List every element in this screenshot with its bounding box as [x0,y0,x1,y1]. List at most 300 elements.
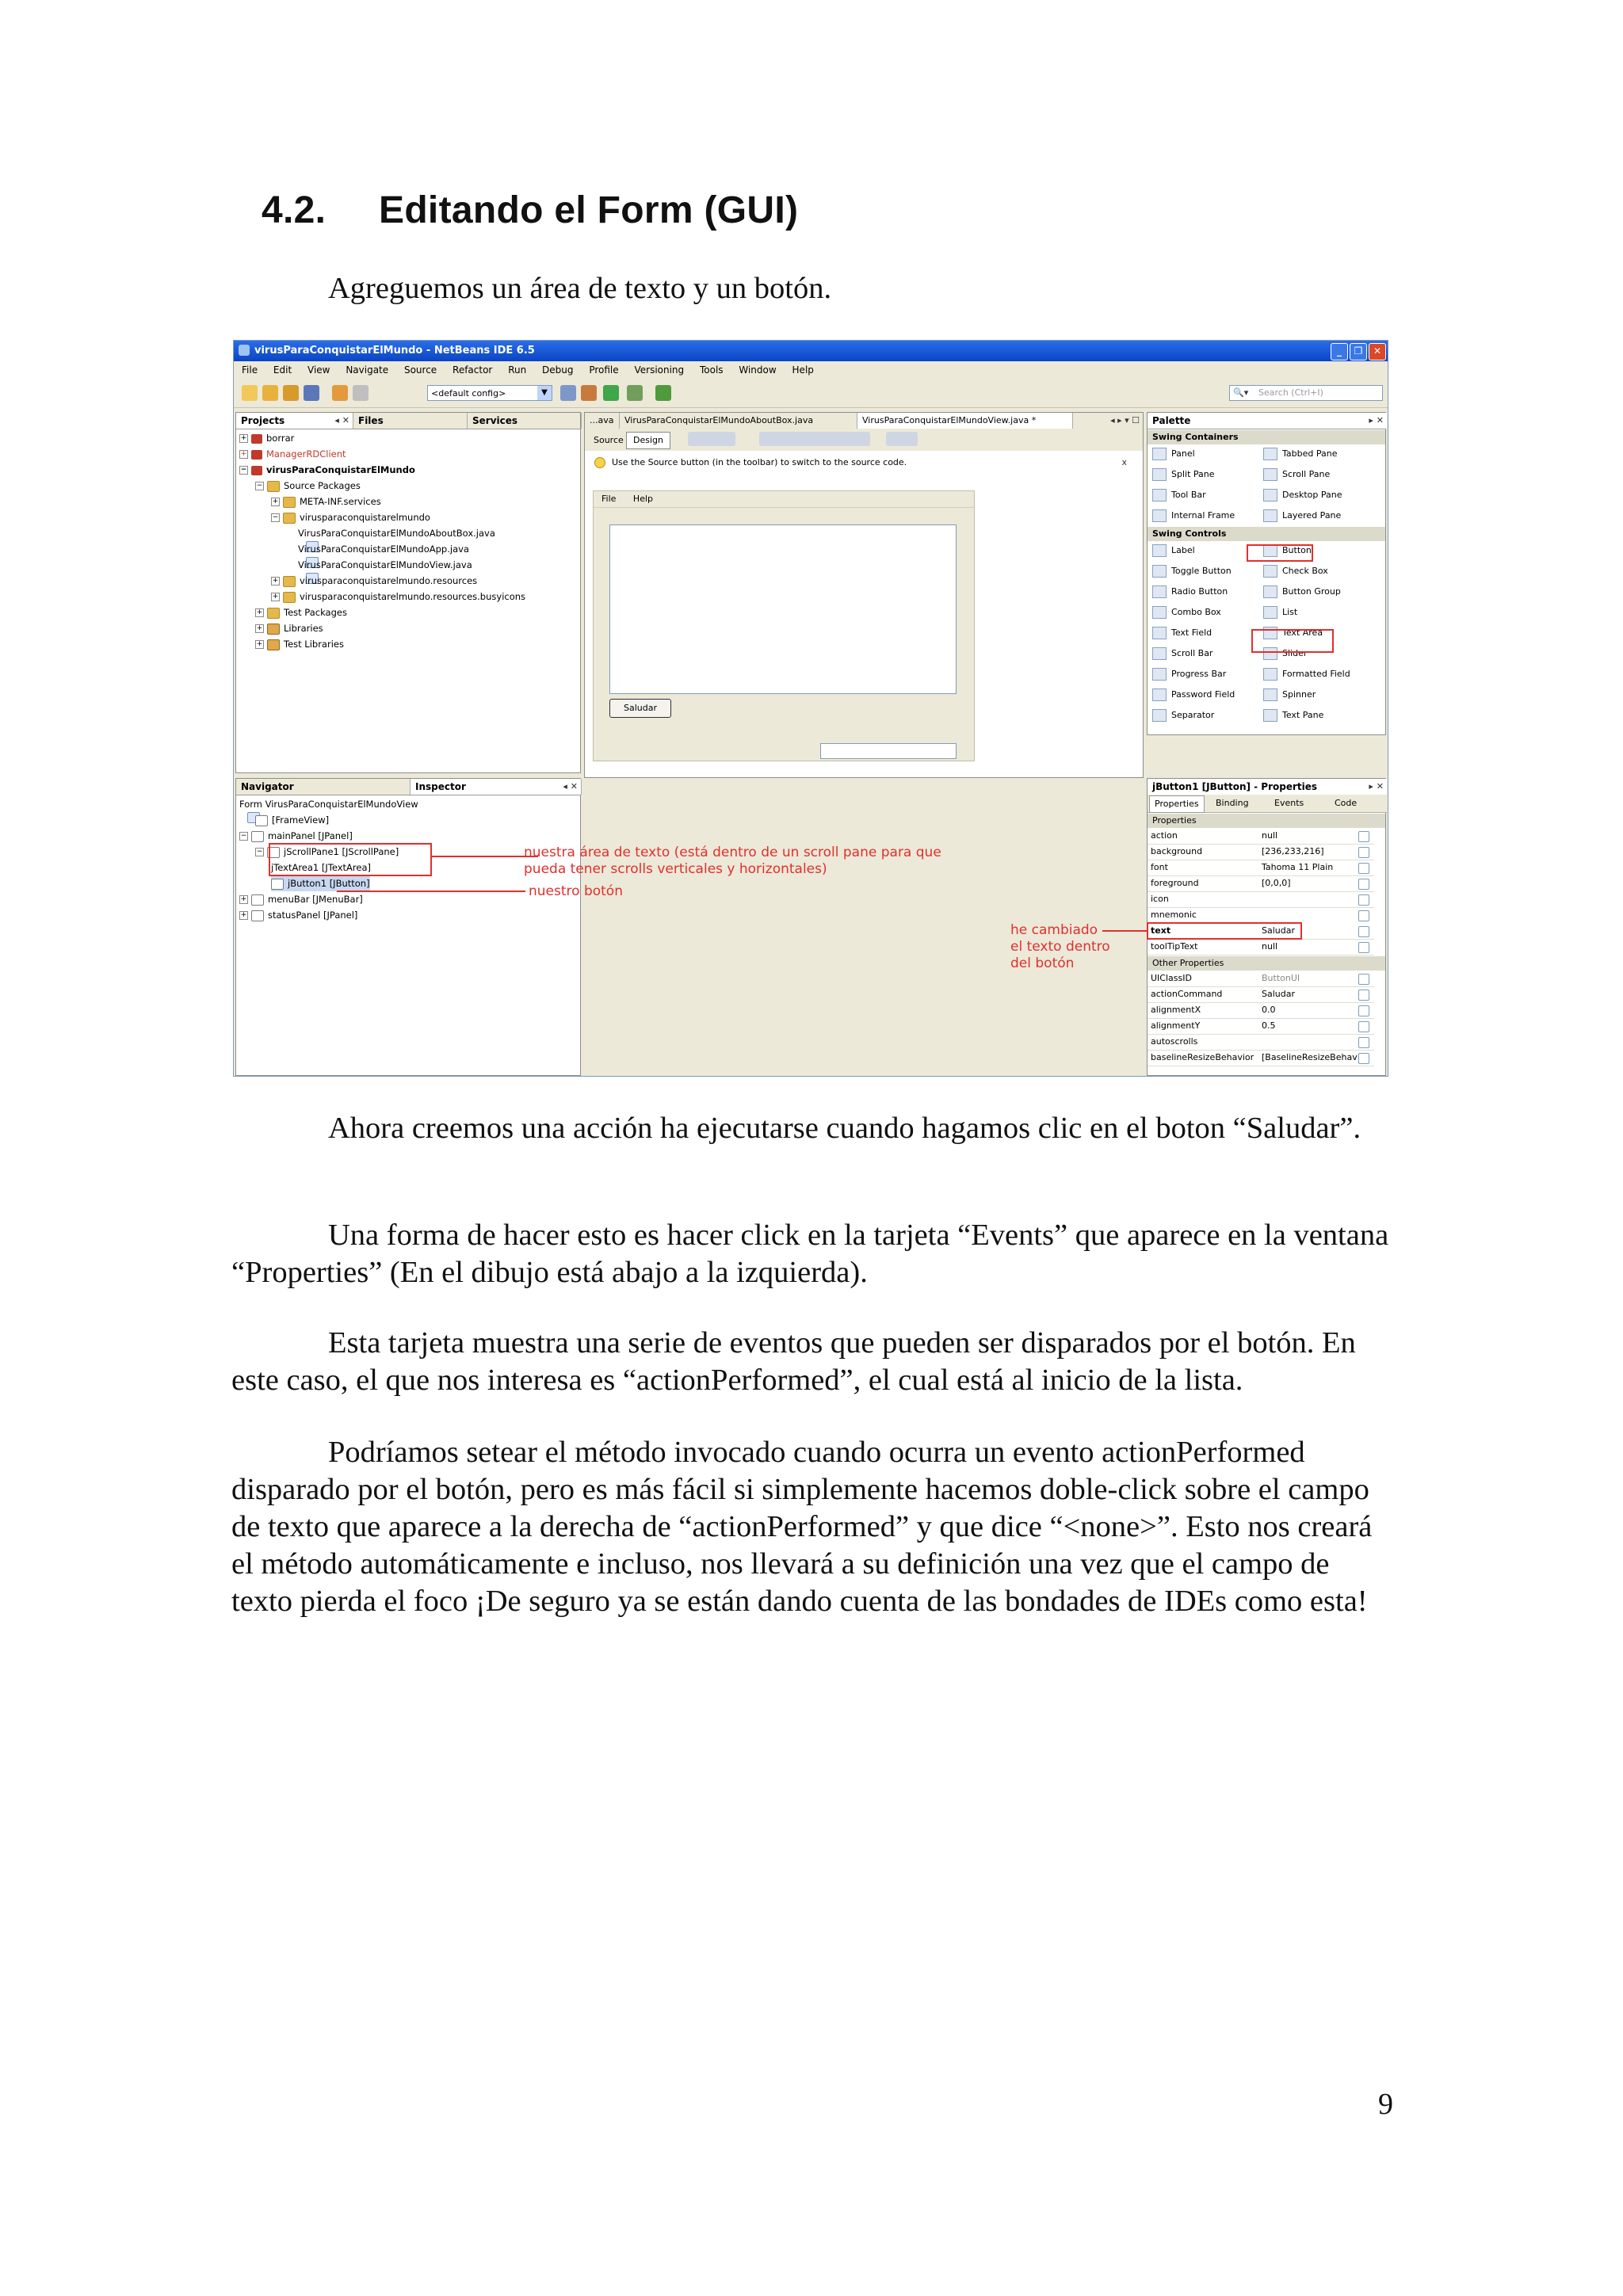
palette-item-tool-bar[interactable] [1152,486,1206,505]
config-select[interactable] [427,385,552,401]
tree-item-managerrdclient[interactable] [239,446,346,462]
ellipsis-icon[interactable] [1358,1053,1369,1064]
redo-icon[interactable] [353,385,369,401]
separator-icon [1152,709,1167,722]
layered-pane-icon [1263,509,1277,522]
minimize-icon[interactable]: _ [1331,343,1348,360]
expand-icon[interactable]: + [256,640,263,648]
project-icon [251,434,262,444]
tree-item-meta-inf[interactable] [271,494,381,509]
combo-box-icon [1152,606,1167,619]
tree-item-aboutbox[interactable] [298,525,495,541]
item-label: Layered Pane [1282,510,1342,521]
tree-item-busyicons[interactable] [271,589,525,605]
selection-mode-icon[interactable] [688,432,735,446]
ellipsis-icon[interactable] [1358,942,1369,953]
tree-item-libraries[interactable] [255,620,323,636]
item-label: Button Group [1282,586,1341,597]
palette-header [1148,413,1385,429]
tree-item-test-libraries[interactable] [255,636,344,652]
section-heading [262,189,798,232]
prop-name: actionCommand [1151,989,1223,999]
build-icon[interactable] [560,385,576,401]
tree-item-label: Test Packages [284,607,347,618]
ellipsis-icon[interactable] [1358,910,1369,921]
prop-value[interactable]: null [1262,830,1278,841]
chevron-down-icon[interactable]: ▼ [537,386,552,400]
item-label: Button [1282,545,1312,555]
inspector-panel [235,778,581,1076]
menu-source[interactable]: Source [403,364,437,376]
palette-item-button-group[interactable] [1263,582,1341,601]
collapse-icon[interactable]: − [272,513,279,521]
editor-panel [584,412,1144,778]
button-icon [271,879,284,890]
package-icon [283,592,296,603]
maximize-icon[interactable]: ❐ [1350,343,1367,360]
clean-build-icon[interactable] [581,385,597,401]
prop-row-mnemonic[interactable] [1148,907,1374,924]
inspector-mainpanel[interactable] [239,828,353,844]
menu-tools[interactable]: Tools [699,364,724,376]
navigator-tabs [236,779,580,795]
prop-row-autoscrolls[interactable] [1148,1034,1374,1051]
projects-panel [235,412,581,773]
prop-row-actioncommand[interactable] [1148,986,1374,1003]
section-label: Other Properties [1152,958,1224,968]
tab-navigator-label: Navigator [241,781,294,792]
palette-item-panel[interactable] [1152,444,1195,463]
prop-value[interactable]: 0.5 [1262,1020,1276,1031]
lightbulb-icon [594,457,605,468]
palette-item-spinner[interactable] [1263,685,1316,704]
ellipsis-icon[interactable] [1358,926,1369,937]
palette-item-progress-bar[interactable] [1152,665,1226,684]
text-pane-icon [1263,709,1277,722]
annotation-textarea-2: pueda tener scrolls verticales y horizontales) [524,861,827,877]
saludar-button[interactable]: Saludar [609,699,671,718]
panel-icon [251,910,264,921]
prop-value[interactable]: 0.0 [1262,1005,1276,1015]
package-icon [283,513,296,524]
section-label: Swing Containers [1152,432,1239,442]
paragraph-1 [231,1110,1396,1147]
annotation-button: nuestro botón [529,883,623,899]
text-field-icon [1152,627,1167,639]
prop-name: toolTipText [1151,941,1198,952]
item-label: List [1282,607,1298,617]
tree-item-label: Libraries [284,623,323,634]
tab-editor-prev[interactable] [585,413,620,429]
status-progress-bar [820,743,957,759]
palette-item-radio-button[interactable] [1152,582,1228,601]
menu-versioning[interactable]: Versioning [634,364,685,376]
tab-inspector[interactable] [411,779,582,795]
tab-inspector-label: Inspector [415,781,466,792]
design-toolbar [585,429,1143,452]
ellipsis-icon[interactable] [1358,1037,1369,1048]
resize-icons[interactable] [886,432,918,446]
window-title: virusParaConquistarElMundo - NetBeans IDE 6.5 [254,345,535,357]
window-titlebar [234,341,1388,361]
tree-item-label: mainPanel [JPanel] [268,830,353,841]
desktop-pane-icon [1263,489,1277,502]
tree-item-label: Source Packages [284,480,361,491]
palette-item-tabbed-pane[interactable] [1263,444,1337,463]
tab-view[interactable] [857,413,1073,429]
menu-help[interactable]: Help [792,364,814,376]
expand-icon[interactable]: + [240,895,247,903]
item-label: Split Pane [1171,469,1215,479]
tab-palette[interactable] [1148,413,1387,429]
item-label: Scroll Bar [1171,648,1213,658]
tab-projects-label: Projects [241,415,285,426]
prop-row-tooltiptext[interactable] [1148,939,1374,955]
ellipsis-icon[interactable] [1358,879,1369,890]
collapse-icon[interactable]: − [256,848,263,856]
menu-profile[interactable]: Profile [589,364,619,376]
expand-icon[interactable]: + [240,450,247,458]
expand-icon[interactable]: + [240,911,247,919]
prop-value[interactable]: [0,0,0] [1262,878,1291,888]
tree-item-source-packages[interactable] [255,478,361,494]
tool-bar-icon [1152,489,1167,502]
radio-button-icon [1152,585,1167,598]
scroll-pane-icon [1263,468,1277,481]
tab-label: VirusParaConquistarElMundoView.java * [862,415,1037,425]
ellipsis-icon[interactable] [1358,1005,1369,1016]
save-all-icon[interactable] [304,385,319,401]
password-field-icon [1152,688,1167,701]
ellipsis-icon[interactable] [1358,990,1369,1001]
package-icon [283,576,296,587]
tree-item-label: virusParaConquistarElMundo [266,464,415,475]
tree-item-label: VirusParaConquistarElMundoAboutBox.java [298,528,495,539]
tab-label: ...ava [590,415,614,425]
palette-section-controls[interactable] [1148,527,1385,541]
ellipsis-icon[interactable] [1358,831,1369,842]
item-label: Label [1171,545,1195,555]
other-properties-section[interactable] [1148,956,1385,971]
project-icon [251,466,262,475]
item-label: Formatted Field [1282,669,1350,679]
prop-name: icon [1151,894,1169,904]
annotation-text-3: del botón [1010,955,1075,971]
ellipsis-icon[interactable] [1358,863,1369,874]
palette-textarea-highlight [1251,629,1334,653]
tab-aboutbox[interactable] [620,413,857,429]
item-label: Scroll Pane [1282,469,1331,479]
tree-item-label: VirusParaConquistarElMundoApp.java [298,543,469,555]
design-button[interactable]: Design [626,432,670,449]
ellipsis-icon[interactable] [1358,1021,1369,1032]
item-label: Desktop Pane [1282,490,1342,500]
palette-item-scroll-pane[interactable] [1263,465,1330,484]
tab-navigator[interactable] [236,779,411,795]
tree-item-label: Form VirusParaConquistarElMundoView [239,799,418,810]
palette-item-text-pane[interactable] [1263,706,1323,725]
menu-run[interactable]: Run [508,364,527,376]
menubar-icon [251,894,264,906]
prop-name: alignmentX [1151,1005,1201,1015]
tab-projects[interactable] [236,413,353,429]
scrollpane-highlight [269,843,432,876]
tree-item-label: virusparaconquistarelmundo.resources.busyicons [300,591,526,602]
inspector-button[interactable] [271,875,370,891]
properties-section[interactable] [1148,814,1385,828]
palette-item-internal-frame[interactable] [1152,506,1235,525]
ellipsis-icon[interactable] [1358,894,1369,906]
paragraph-4 [231,1434,1396,1620]
library-icon [267,639,280,650]
expand-icon[interactable]: + [256,608,263,616]
section-label: Properties [1152,815,1197,826]
tab-navigation-icon[interactable]: ◂ ▸ ▾ ☐ [1110,415,1140,425]
tree-item-label: Test Libraries [284,639,344,650]
item-label: Radio Button [1171,586,1228,597]
tree-item-project[interactable] [239,462,415,478]
inspector-frameview[interactable] [255,812,329,828]
collapse-icon[interactable]: − [240,466,247,474]
menu-debug[interactable]: Debug [542,364,574,376]
prop-name: font [1151,862,1168,872]
tree-item-label: [FrameView] [272,814,330,826]
tree-item-label: jScrollPane1 [JScrollPane] [284,846,399,857]
new-project-icon[interactable] [262,385,278,401]
inspector-menubar[interactable] [239,891,363,907]
annotation-text-2: el texto dentro [1010,939,1110,955]
menu-edit[interactable]: Edit [273,364,292,376]
prop-row-background[interactable] [1148,844,1374,860]
tree-item-resources[interactable] [271,573,477,589]
menu-file[interactable]: File [242,364,258,376]
tab-label: VirusParaConquistarElMundoAboutBox.java [624,415,814,425]
prop-name: action [1151,830,1178,841]
hint-close-icon[interactable]: x [1121,457,1127,467]
spinner-icon [1263,688,1277,701]
collapse-icon[interactable]: − [240,832,247,840]
palette-item-scroll-bar[interactable] [1152,644,1212,663]
netbeans-screenshot [233,340,1388,1077]
tree-item-test-packages[interactable] [255,605,347,620]
netbeans-app-icon [239,345,250,356]
palette-item-combo-box[interactable] [1152,603,1221,622]
tree-item-label: menuBar [JMenuBar] [268,894,363,905]
prop-value[interactable]: [BaselineResizeBehav [1262,1052,1358,1062]
close-icon[interactable]: ▸ ✕ [1369,781,1384,791]
label-icon [1152,544,1167,557]
palette-item-formatted-field[interactable] [1263,665,1350,684]
config-value: <default config> [431,388,506,399]
tabbed-pane-icon [1263,448,1277,460]
palette-item-password-field[interactable] [1152,685,1235,704]
scroll-bar-icon [1152,647,1167,660]
annotation-connector [432,856,538,857]
prop-name: background [1151,846,1203,856]
item-label: Text Field [1171,627,1212,638]
prop-row-action[interactable] [1148,828,1374,845]
annotation-connector [1102,930,1147,932]
item-label: Tool Bar [1171,490,1206,500]
prop-value[interactable]: [236,233,216] [1262,846,1324,856]
prop-row-baselineresize[interactable] [1148,1050,1374,1066]
tree-item-label: virusparaconquistarelmundo.resources [300,575,478,586]
form-text-area[interactable] [609,524,957,694]
prop-name: text [1151,925,1171,936]
folder-icon [267,608,280,619]
projects-tabs [236,413,580,429]
undo-icon[interactable] [332,385,348,401]
open-project-icon[interactable] [283,385,299,401]
prop-row-alignmentx[interactable] [1148,1002,1374,1019]
paragraph-text: Ahora creemos una acción ha ejecutarse cuando hagamos clic en el boton “Saludar”. [328,1112,1361,1145]
tree-item-label: VirusParaConquistarElMundoView.java [298,559,472,570]
profile-icon[interactable] [655,385,671,401]
menu-bar [234,361,1388,379]
palette-title: Palette [1152,415,1191,426]
inspector-form[interactable] [239,796,418,812]
tree-item-view[interactable] [298,557,472,573]
prop-row-uiclassid[interactable] [1148,971,1374,987]
palette-item-layered-pane[interactable] [1263,506,1341,525]
progress-bar-icon [1152,668,1167,681]
palette-section-containers[interactable] [1148,430,1385,444]
prop-name: mnemonic [1151,910,1197,920]
menu-window[interactable]: Window [739,364,777,376]
package-icon [283,497,296,508]
intro-text: Agreguemos un área de texto y un botón. [328,272,832,305]
expand-icon[interactable]: + [272,577,279,585]
expand-icon[interactable]: + [256,624,263,632]
main-toolbar [234,379,1388,408]
formatted-field-icon [1263,668,1277,681]
expand-icon[interactable]: + [240,434,247,442]
tab-properties[interactable]: Properties [1149,795,1205,813]
item-label: Toggle Button [1171,566,1232,576]
internal-frame-icon [1152,509,1167,522]
menu-refactor[interactable]: Refactor [453,364,493,376]
prop-row-foreground[interactable] [1148,875,1374,892]
folder-icon [267,481,280,492]
paragraph-text: Esta tarjeta muestra una serie de eventos que pueden ser disparados por el botón. En este caso, el que nos interesa es “actionPerformed”, el cual está al inicio de la lista. [231,1326,1356,1397]
item-label: Internal Frame [1171,510,1235,521]
paragraph-2 [231,1217,1396,1291]
item-label: Slider [1282,648,1308,658]
tab-binding[interactable]: Binding [1216,798,1249,808]
tree-item-label: virusparaconquistarelmundo [300,512,430,523]
split-pane-icon [1152,468,1167,481]
page-number: 9 [1378,2088,1393,2121]
item-label: Spinner [1282,689,1316,700]
close-icon[interactable]: ▸ ✕ [1369,415,1384,425]
form-menu-file[interactable]: File [601,494,617,504]
palette-panel [1147,412,1386,735]
properties-tabs [1148,795,1387,813]
close-icon[interactable]: ◂ ✕ [334,415,349,425]
annotation-connector [337,891,525,892]
prop-row-icon[interactable] [1148,891,1374,908]
item-label: Check Box [1282,566,1328,576]
tab-properties-window[interactable] [1148,779,1387,795]
design-canvas [585,475,1143,777]
tree-item-app[interactable] [298,541,469,557]
debug-icon[interactable] [627,385,643,401]
tab-files[interactable] [353,413,468,429]
expand-icon[interactable]: + [272,498,279,505]
palette-item-label[interactable] [1152,541,1195,560]
item-label: Separator [1171,710,1215,720]
search-input[interactable] [1229,385,1383,401]
tree-item-package[interactable] [271,509,430,525]
tab-services[interactable] [468,413,582,429]
form-menu-help[interactable]: Help [632,494,653,504]
editor-tabs [585,413,1143,429]
palette-item-desktop-pane[interactable] [1263,486,1342,505]
item-label: Text Pane [1282,710,1324,720]
intro-paragraph [231,270,1396,307]
prop-name: baselineResizeBehavior [1151,1052,1254,1062]
palette-item-toggle-button[interactable] [1152,562,1232,581]
collapse-icon[interactable]: − [256,482,263,490]
palette-item-text-field[interactable] [1152,624,1212,643]
section-number: 4.2. [262,189,327,231]
close-icon[interactable]: ◂ ✕ [563,781,578,791]
component-icon [255,815,268,826]
close-icon[interactable]: ✕ [1369,343,1386,360]
menu-view[interactable]: View [307,364,330,376]
paragraph-3 [231,1325,1396,1399]
menu-navigate[interactable]: Navigate [346,364,389,376]
prop-row-font[interactable] [1148,860,1374,876]
new-file-icon[interactable] [242,385,258,401]
align-icons[interactable] [759,432,870,446]
list-icon [1263,606,1277,619]
prop-value[interactable]: Saludar [1262,989,1295,999]
prop-row-alignmenty[interactable] [1148,1018,1374,1035]
palette-item-separator[interactable] [1152,706,1214,725]
prop-value[interactable]: Saludar [1262,925,1295,936]
section-title: Editando el Form (GUI) [379,189,799,231]
palette-item-split-pane[interactable] [1152,465,1215,484]
palette-button-highlight [1247,544,1313,562]
form-preview [593,490,975,761]
ellipsis-icon[interactable] [1358,974,1369,985]
prop-value[interactable]: Tahoma 11 Plain [1262,862,1334,872]
annotation-textarea-1: nuestra área de texto (está dentro de un scroll pane para que [524,845,941,860]
expand-icon[interactable]: + [272,593,279,601]
inspector-statuspanel[interactable] [239,907,357,923]
text-property-highlight [1147,922,1302,940]
source-button[interactable]: Source [594,435,624,445]
tab-events[interactable]: Events [1274,798,1304,808]
palette-item-list[interactable] [1263,603,1297,622]
item-label: Password Field [1171,689,1235,700]
paragraph-text: Podríamos setear el método invocado cuando ocurra un evento actionPerformed disparado por el botón, pero es más fácil si simplemente hacemos doble-click sobre el campo de texto que aparece a la derecha de “actionPerformed” y que dice “<none>”. Esto nos creará el método automáticamente e incluso, nos llevará a su definición una vez que el campo de texto pierda el foco ¡De seguro ya se están dando cuenta de las bondades de IDEs como esta! [231,1436,1373,1618]
prop-name: UIClassID [1151,973,1192,983]
ellipsis-icon[interactable] [1358,847,1369,858]
tree-item-label: META-INF.services [300,496,381,507]
tab-code[interactable]: Code [1335,798,1358,808]
check-box-icon [1263,565,1277,578]
search-placeholder: Search (Ctrl+I) [1258,387,1323,398]
prop-value[interactable]: null [1262,941,1278,952]
form-menu-bar [594,491,974,508]
palette-item-check-box[interactable] [1263,562,1328,581]
tree-item-borrar[interactable] [239,430,294,446]
run-icon[interactable] [603,385,619,401]
paragraph-text: Una forma de hacer esto es hacer click en la tarjeta “Events” que aparece en la ventana “Properties” (En el dibujo está abajo a la izquierda). [231,1219,1389,1289]
item-label: Text Area [1282,627,1323,638]
